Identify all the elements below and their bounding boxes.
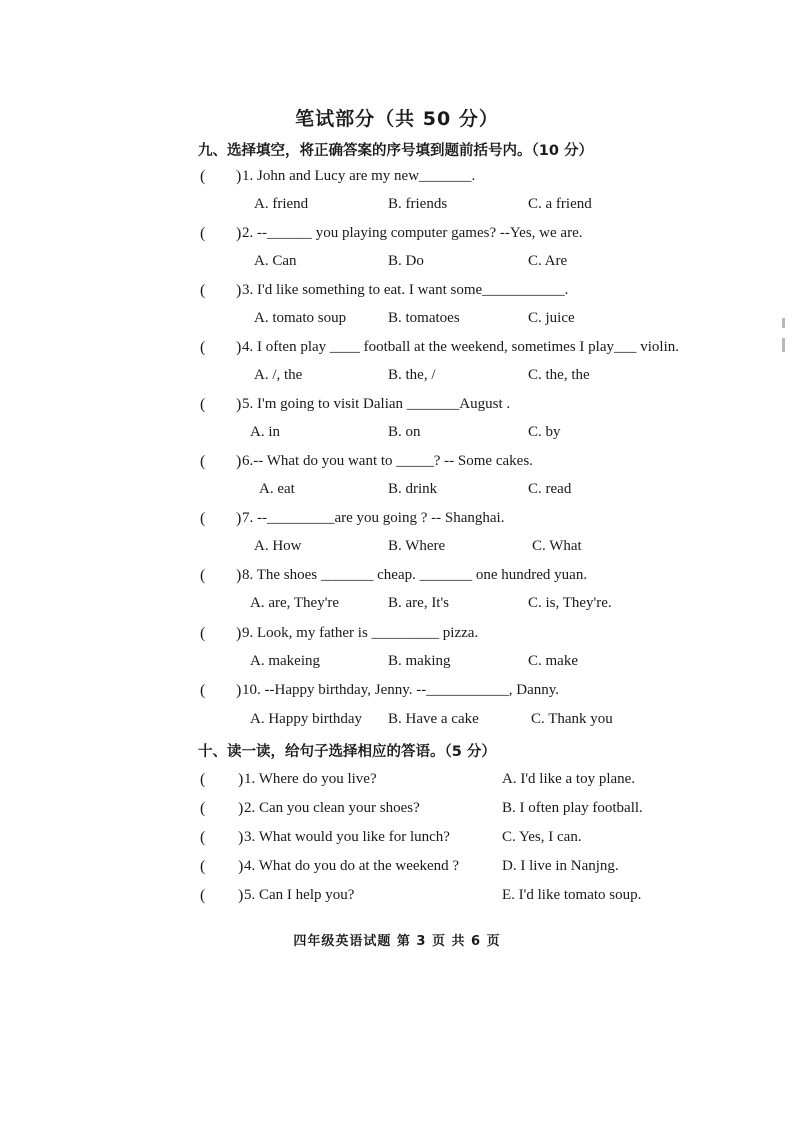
option-a: A. makeing bbox=[250, 653, 320, 669]
matching-question: 5. Can I help you? bbox=[244, 887, 355, 903]
question-text: 7. --_________are you going ? -- Shanghai. bbox=[242, 510, 505, 526]
question-text: 4. I often play ____ football at the weekend, sometimes I play___ violin. bbox=[242, 339, 679, 355]
section-10-heading: 十、读一读，给句子选择相应的答语。（5 分） bbox=[198, 744, 496, 760]
matching-answer: D. I live in Nanjng. bbox=[502, 858, 619, 874]
answer-paren-open: ( bbox=[200, 858, 206, 875]
option-a: A. are, They're bbox=[250, 595, 340, 611]
answer-paren-close: ) bbox=[236, 567, 242, 584]
question-row bbox=[0, 625, 794, 647]
options-row bbox=[0, 253, 794, 275]
scan-mark bbox=[782, 338, 785, 352]
matching-answer: B. I often play football. bbox=[502, 800, 643, 816]
answer-paren-open: ( bbox=[200, 682, 206, 699]
option-c: C. the, the bbox=[528, 367, 590, 383]
answer-paren-close: ) bbox=[236, 339, 242, 356]
matching-answer: A. I'd like a toy plane. bbox=[502, 771, 636, 787]
question-row bbox=[0, 567, 794, 589]
option-c: C. a friend bbox=[528, 196, 592, 212]
answer-paren-open: ( bbox=[200, 887, 206, 904]
option-a: A. Can bbox=[254, 253, 297, 269]
page-footer: 四年级英语试题 第 3 页 共 6 页 bbox=[293, 934, 501, 949]
answer-paren-close: ) bbox=[238, 829, 244, 846]
option-b: B. friends bbox=[388, 196, 448, 212]
options-row bbox=[0, 538, 794, 560]
question-text: 5. I'm going to visit Dalian _______August . bbox=[242, 396, 511, 412]
matching-row bbox=[0, 829, 794, 851]
answer-paren-open: ( bbox=[200, 225, 206, 242]
question-row bbox=[0, 168, 794, 190]
answer-paren-close: ) bbox=[236, 225, 242, 242]
answer-paren-close: ) bbox=[236, 453, 242, 470]
question-row bbox=[0, 396, 794, 418]
option-b: B. Do bbox=[388, 253, 424, 269]
question-text: 2. --______ you playing computer games? --Yes, we are. bbox=[242, 225, 583, 241]
question-row bbox=[0, 339, 794, 361]
answer-paren-close: ) bbox=[236, 396, 242, 413]
option-c: C. What bbox=[532, 538, 582, 554]
answer-paren-open: ( bbox=[200, 771, 206, 788]
options-row bbox=[0, 367, 794, 389]
option-c: C. by bbox=[528, 424, 561, 440]
question-row bbox=[0, 282, 794, 304]
matching-row bbox=[0, 800, 794, 822]
question-text: 10. --Happy birthday, Jenny. --___________, Danny. bbox=[242, 682, 560, 698]
matching-question: 1. Where do you live? bbox=[244, 771, 377, 787]
option-b: B. Where bbox=[388, 538, 446, 554]
question-text: 9. Look, my father is _________ pizza. bbox=[242, 625, 479, 641]
option-a: A. eat bbox=[259, 481, 295, 497]
options-row bbox=[0, 711, 794, 733]
scan-mark bbox=[782, 318, 785, 328]
answer-paren-open: ( bbox=[200, 396, 206, 413]
answer-paren-close: ) bbox=[236, 510, 242, 527]
answer-paren-close: ) bbox=[238, 771, 244, 788]
answer-paren-close: ) bbox=[236, 282, 242, 299]
question-row bbox=[0, 682, 794, 704]
option-a: A. friend bbox=[254, 196, 309, 212]
answer-paren-open: ( bbox=[200, 168, 206, 185]
option-a: A. How bbox=[254, 538, 302, 554]
answer-paren-close: ) bbox=[238, 800, 244, 817]
option-b: B. drink bbox=[388, 481, 438, 497]
option-b: B. the, / bbox=[388, 367, 436, 383]
page-title: 笔试部分（共 50 分） bbox=[295, 108, 499, 130]
option-c: C. juice bbox=[528, 310, 575, 326]
option-b: B. tomatoes bbox=[388, 310, 460, 326]
matching-row bbox=[0, 887, 794, 909]
question-row bbox=[0, 510, 794, 532]
question-row bbox=[0, 453, 794, 475]
option-c: C. Thank you bbox=[531, 711, 613, 727]
option-b: B. making bbox=[388, 653, 451, 669]
matching-question: 4. What do you do at the weekend ? bbox=[244, 858, 460, 874]
matching-question: 2. Can you clean your shoes? bbox=[244, 800, 420, 816]
answer-paren-close: ) bbox=[236, 625, 242, 642]
option-c: C. read bbox=[528, 481, 572, 497]
answer-paren-open: ( bbox=[200, 282, 206, 299]
option-c: C. Are bbox=[528, 253, 568, 269]
option-b: B. Have a cake bbox=[388, 711, 479, 727]
answer-paren-open: ( bbox=[200, 829, 206, 846]
option-a: A. Happy birthday bbox=[250, 711, 363, 727]
options-row bbox=[0, 595, 794, 617]
question-text: 8. The shoes _______ cheap. _______ one hundred yuan. bbox=[242, 567, 588, 583]
option-b: B. on bbox=[388, 424, 421, 440]
answer-paren-open: ( bbox=[200, 453, 206, 470]
matching-row bbox=[0, 858, 794, 880]
question-row bbox=[0, 225, 794, 247]
matching-answer: C. Yes, I can. bbox=[502, 829, 582, 845]
answer-paren-open: ( bbox=[200, 800, 206, 817]
option-c: C. is, They're. bbox=[528, 595, 612, 611]
answer-paren-open: ( bbox=[200, 339, 206, 356]
option-b: B. are, It's bbox=[388, 595, 450, 611]
option-a: A. in bbox=[250, 424, 280, 440]
option-c: C. make bbox=[528, 653, 578, 669]
answer-paren-close: ) bbox=[238, 887, 244, 904]
option-a: A. /, the bbox=[254, 367, 303, 383]
question-text: 3. I'd like something to eat. I want some___________. bbox=[242, 282, 569, 298]
answer-paren-close: ) bbox=[236, 682, 242, 699]
options-row bbox=[0, 310, 794, 332]
options-row bbox=[0, 653, 794, 675]
question-text: 1. John and Lucy are my new_______. bbox=[242, 168, 476, 184]
answer-paren-close: ) bbox=[236, 168, 242, 185]
option-a: A. tomato soup bbox=[254, 310, 347, 326]
matching-question: 3. What would you like for lunch? bbox=[244, 829, 450, 845]
answer-paren-open: ( bbox=[200, 510, 206, 527]
answer-paren-open: ( bbox=[200, 567, 206, 584]
question-text: 6.-- What do you want to _____? -- Some cakes. bbox=[242, 453, 533, 469]
answer-paren-open: ( bbox=[200, 625, 206, 642]
options-row bbox=[0, 424, 794, 446]
options-row bbox=[0, 196, 794, 218]
matching-answer: E. I'd like tomato soup. bbox=[502, 887, 642, 903]
matching-row bbox=[0, 771, 794, 793]
section-9-heading: 九、选择填空，将正确答案的序号填到题前括号内。（10 分） bbox=[198, 143, 593, 159]
answer-paren-close: ) bbox=[238, 858, 244, 875]
options-row bbox=[0, 481, 794, 503]
